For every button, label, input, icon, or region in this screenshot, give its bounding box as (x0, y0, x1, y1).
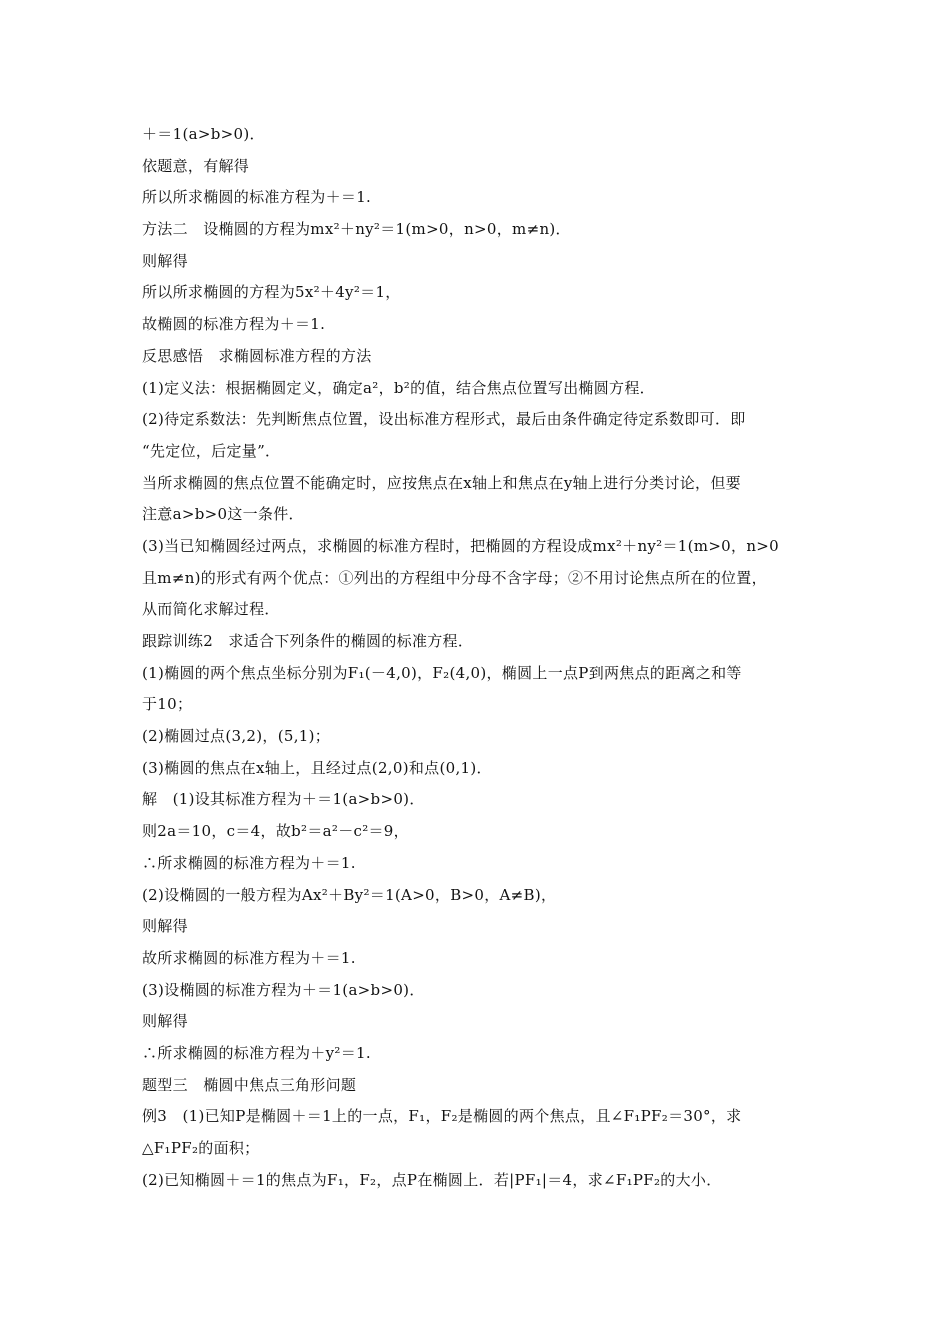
text-line: (1)定义法：根据椭圆定义，确定a²，b²的值，结合焦点位置写出椭圆方程． (142, 378, 655, 397)
text-line: “先定位，后定量”． (142, 441, 281, 460)
text-line: ＋＝1(a>b>0)． (142, 125, 265, 143)
text-line: (3)设椭圆的标准方程为＋＝1(a>b>0)． (142, 980, 425, 999)
text-line: (2)已知椭圆＋＝1的焦点为F₁，F₂，点P在椭圆上．若|PF₁|＝4，求∠F₁PF₂的大小． (142, 1170, 722, 1189)
text-line: 所以所求椭圆的方程为5x²＋4y²＝1， (142, 283, 401, 302)
text-line: (2)设椭圆的一般方程为Ax²＋By²＝1(A>0，B>0，A≠B)， (142, 885, 557, 904)
text-line: ∴所求椭圆的标准方程为＋y²＝1. (142, 1043, 371, 1062)
text-line: 则解得 (142, 1012, 188, 1031)
section-heading: 题型三 椭圆中焦点三角形问题 (142, 1075, 357, 1094)
text-line: 方法二 设椭圆的方程为mx²＋ny²＝1(m>0，n>0，m≠n)． (142, 220, 571, 239)
text-line: ∴所求椭圆的标准方程为＋＝1. (142, 853, 356, 872)
text-line: 例3 (1)已知P是椭圆＋＝1上的一点，F₁，F₂是椭圆的两个焦点，且∠F₁PF₂＝30°，求 (142, 1107, 742, 1126)
text-line: 解 (1)设其标准方程为＋＝1(a>b>0)． (142, 790, 425, 809)
document-body (142, 119, 822, 1196)
text-line: 故所求椭圆的标准方程为＋＝1. (142, 948, 356, 967)
text-line: 所以所求椭圆的标准方程为＋＝1. (142, 188, 372, 207)
section-heading: 跟踪训练2 求适合下列条件的椭圆的标准方程． (142, 632, 474, 650)
text-line: 故椭圆的标准方程为＋＝1. (142, 315, 326, 334)
text-line: 则解得 (142, 917, 188, 936)
text-line: 依题意，有解得 (142, 156, 250, 175)
text-line: 从而简化求解过程． (142, 600, 280, 619)
text-line: 于10； (142, 695, 193, 714)
text-line: 注意a>b>0这一条件． (142, 505, 304, 524)
text-line: △F₁PF₂的面积； (142, 1139, 260, 1157)
text-line: (2)椭圆过点(3,2)，(5,1)； (142, 727, 331, 746)
text-line: (1)椭圆的两个焦点坐标分别为F₁(－4,0)，F₂(4,0)，椭圆上一点P到两焦点的距离之和等 (142, 663, 742, 682)
text-line: (3)椭圆的焦点在x轴上，且经过点(2,0)和点(0,1)． (142, 758, 492, 777)
section-heading: 反思感悟 求椭圆标准方程的方法 (142, 346, 372, 365)
text-line: 当所求椭圆的焦点位置不能确定时，应按焦点在x轴上和焦点在y轴上进行分类讨论，但要 (142, 473, 741, 492)
text-line: 且m≠n)的形式有两个优点：①列出的方程组中分母不含字母；②不用讨论焦点所在的位置， (142, 568, 767, 587)
text-line: 则解得 (142, 251, 188, 270)
text-line: (2)待定系数法：先判断焦点位置，设出标准方程形式，最后由条件确定待定系数即可．即 (142, 410, 746, 429)
text-line: (3)当已知椭圆经过两点，求椭圆的标准方程时，把椭圆的方程设成mx²＋ny²＝1(m>0，n>0 (142, 536, 779, 555)
text-line: 则2a＝10，c＝4，故b²＝a²－c²＝9， (142, 822, 409, 841)
